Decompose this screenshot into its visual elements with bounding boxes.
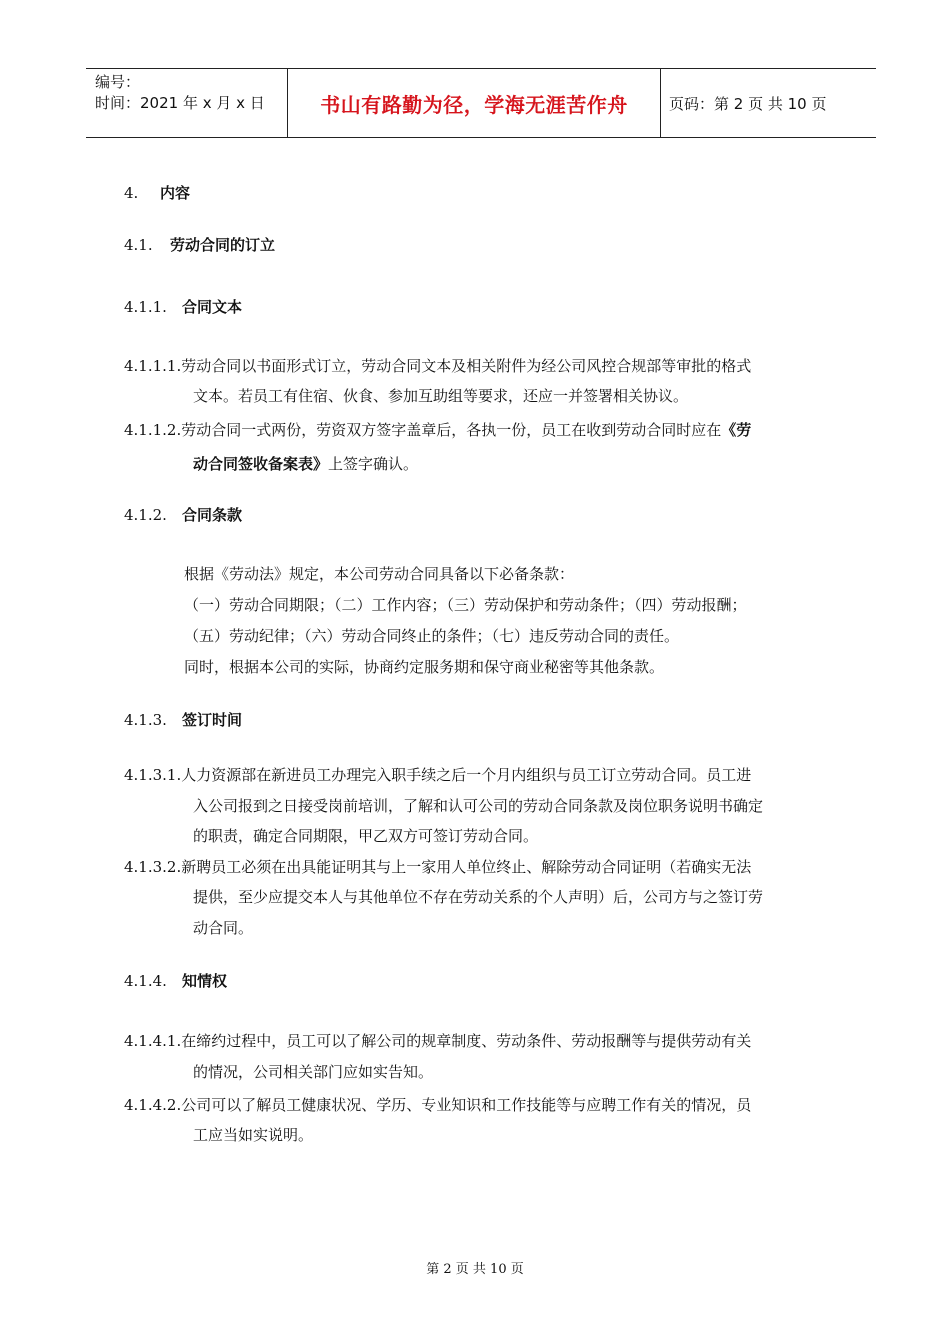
clause-4-1-1-1-line1 (124, 355, 751, 377)
clause-4-1-2-para4: 同时，根据本公司的实际，协商约定服务期和保守商业秘密等其他条款。 (184, 658, 665, 676)
clause-text: 公司可以了解员工健康状况、学历、专业知识和工作技能等与应聘工作有关的情况，员 (181, 1096, 752, 1114)
heading-title: 劳动合同的订立 (170, 236, 276, 254)
heading-number: 4.1.4. (124, 972, 167, 990)
clause-4-1-3-2-line2: 提供，至少应提交本人与其他单位不存在劳动关系的个人声明）后，公司方与之签订劳 (193, 888, 764, 906)
heading-4 (124, 182, 190, 204)
header-meta (86, 69, 287, 137)
heading-4-1-1 (124, 296, 242, 318)
heading-number: 4.1.2. (124, 506, 167, 524)
clause-number: 4.1.3.1. (124, 766, 182, 784)
heading-4-1-2 (124, 504, 242, 526)
clause-4-1-1-2-line1 (124, 419, 751, 441)
form-name-part1: 《劳 (721, 421, 752, 439)
header-number: 编号： (95, 73, 141, 91)
clause-4-1-2-para2: （一）劳动合同期限；（二）工作内容；（三）劳动保护和劳动条件；（四）劳动报酬； (184, 596, 747, 614)
clause-4-1-3-1-line1 (124, 764, 751, 786)
clause-text: 劳动合同以书面形式订立，劳动合同文本及相关附件为经公司风控合规部等审批的格式 (181, 357, 752, 375)
header-time: 时间：2021 年 x 月 x 日 (95, 94, 265, 112)
heading-4-1-3 (124, 709, 242, 731)
clause-4-1-3-2-line3: 动合同。 (193, 919, 254, 937)
clause-text: 上签字确认。 (328, 455, 419, 473)
heading-number: 4.1.1. (124, 298, 167, 316)
heading-title: 内容 (160, 184, 191, 202)
clause-4-1-2-para3: （五）劳动纪律；（六）劳动合同终止的条件；（七）违反劳动合同的责任。 (184, 627, 680, 645)
clause-4-1-4-1-line2: 的情况，公司相关部门应如实告知。 (193, 1063, 434, 1081)
clause-text: 新聘员工必须在出具能证明其与上一家用人单位终止、解除劳动合同证明（若确实无法 (181, 858, 752, 876)
heading-title: 知情权 (182, 972, 228, 990)
clause-number: 4.1.1.1. (124, 357, 182, 375)
clause-4-1-1-2-line2 (193, 453, 418, 475)
heading-4-1-4 (124, 970, 227, 992)
clause-number: 4.1.3.2. (124, 858, 182, 876)
heading-number: 4. (124, 184, 139, 202)
clause-number: 4.1.1.2. (124, 421, 182, 439)
clause-text: 在缔约过程中，员工可以了解公司的规章制度、劳动条件、劳动报酬等与提供劳动有关 (181, 1032, 752, 1050)
heading-title: 签订时间 (182, 711, 243, 729)
heading-title: 合同条款 (182, 506, 243, 524)
heading-number: 4.1.3. (124, 711, 167, 729)
clause-4-1-4-1-line1 (124, 1030, 751, 1052)
clause-4-1-3-1-line2: 入公司报到之日接受岗前培训，了解和认可公司的劳动合同条款及岗位职务说明书确定 (193, 797, 764, 815)
page-header (86, 68, 876, 138)
form-name-part2: 动合同签收备案表》 (193, 455, 329, 473)
clause-4-1-4-2-line2: 工应当如实说明。 (193, 1126, 314, 1144)
clause-number: 4.1.4.1. (124, 1032, 182, 1050)
clause-4-1-2-para1: 根据《劳动法》规定，本公司劳动合同具备以下必备条款： (184, 565, 575, 583)
clause-4-1-1-1-line2: 文本。若员工有住宿、伙食、参加互助组等要求，还应一并签署相关协议。 (193, 387, 689, 405)
heading-title: 合同文本 (182, 298, 243, 316)
header-motto: 书山有路勤为径，学海无涯苦作舟 (287, 69, 661, 137)
heading-number: 4.1. (124, 236, 153, 254)
heading-4-1 (124, 234, 275, 256)
clause-number: 4.1.4.2. (124, 1096, 182, 1114)
clause-4-1-3-2-line1 (124, 856, 751, 878)
clause-text: 人力资源部在新进员工办理完入职手续之后一个月内组织与员工订立劳动合同。员工进 (181, 766, 752, 784)
clause-4-1-4-2-line1 (124, 1094, 751, 1116)
clause-text: 劳动合同一式两份，劳资双方签字盖章后，各执一份，员工在收到劳动合同时应在 (181, 421, 722, 439)
page-footer: 第 2 页 共 10 页 (426, 1262, 524, 1277)
header-page-number: 页码：第 2 页 共 10 页 (669, 94, 827, 113)
clause-4-1-3-1-line3: 的职责，确定合同期限，甲乙双方可签订劳动合同。 (193, 827, 539, 845)
